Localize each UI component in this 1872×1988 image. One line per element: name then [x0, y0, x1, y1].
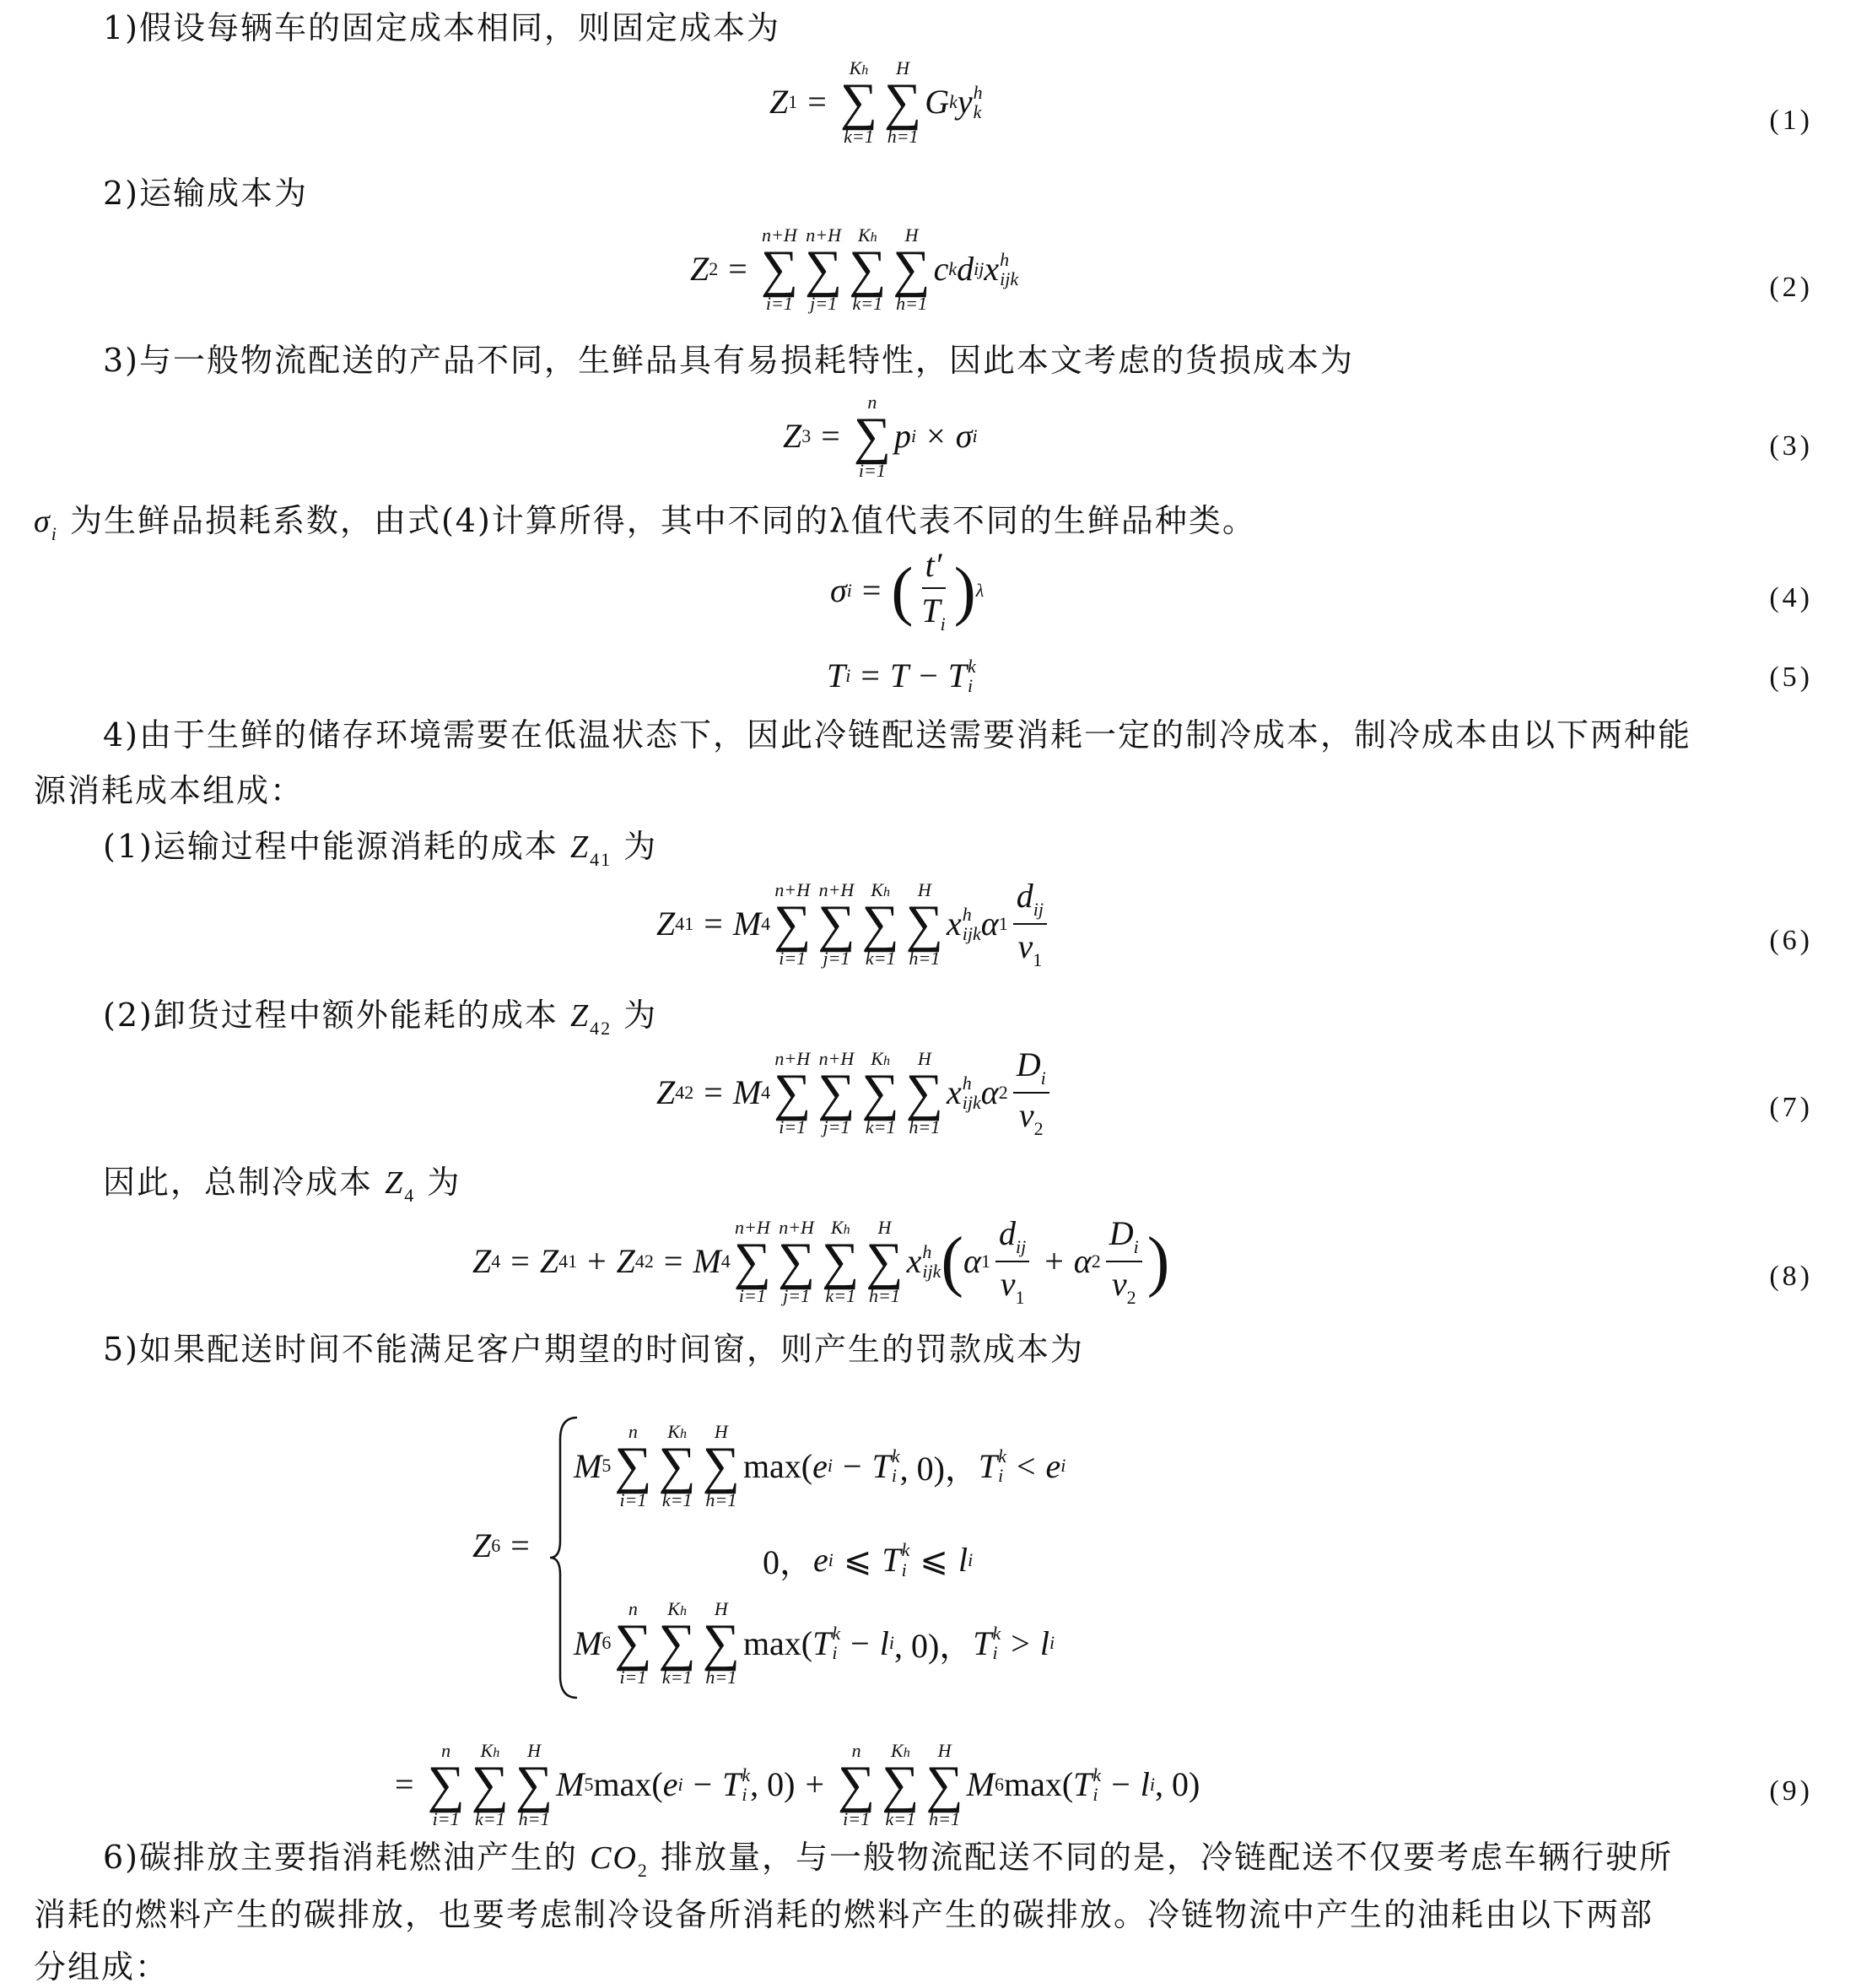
equation-9-case-2: 0， e i ⩽ T k i ⩽ l i: [763, 1539, 974, 1581]
equation-9-lhs: Z 6 =: [472, 1526, 530, 1564]
equation-9-case-3: M 6 n ∑ i=1 Kh ∑ k=1 H ∑ h=1 max( T k i − l i , 0)， T k i > l i: [574, 1598, 1055, 1688]
paragraph-transport-energy-text: (1)运输过程中能源消耗的成本: [103, 828, 558, 865]
equation-number-4: (4): [1769, 582, 1813, 613]
equation-9-rhs: = n ∑ i=1 Kh ∑ k=1 H ∑ h=1 M 5 max( e i − T k i , 0) + n ∑ i=1 Kh ∑ k=1 H ∑ h=1 M 6 max( T k i − l i , 0): [395, 1740, 1200, 1829]
paragraph-total-refrigeration-text: 因此，总制冷成本: [103, 1164, 374, 1201]
paragraph-carbon-emission-line-2: 消耗的燃料产生的碳排放，也要考虑制冷设备所消耗的燃料产生的碳排放。冷链物流中产生的油耗由以下两部: [34, 1896, 1654, 1933]
equation-2: Z 2 = n+H ∑ i=1 n+H ∑ j=1 Kh ∑ k=1 H ∑ h=1 c k d ij x h ijk: [690, 224, 1019, 314]
paragraph-fixed-cost: 1)假设每辆车的固定成本相同，则固定成本为: [103, 9, 781, 46]
equation-number-1: (1): [1769, 105, 1813, 136]
paragraph-total-refrigeration-suffix: 为: [427, 1164, 461, 1201]
equation-4: σ i = ( $\frac{t'}{T_i}$ ) λ: [830, 546, 985, 635]
equation-7: Z 42 = M 4 n+H ∑ i=1 n+H ∑ j=1 Kh ∑ k=1 H ∑ h=1 x h ijk α 2 $\frac{D_i}{v_2}$: [656, 1046, 1055, 1139]
paragraph-total-refrigeration: 因此，总制冷成本 $Z_4$ 为: [103, 1164, 461, 1206]
paragraph-refrigeration-cost: 4)由于生鲜的储存环境需要在低温状态下，因此冷链配送需要消耗一定的制冷成本，制冷成本由以下两种能: [103, 716, 1692, 754]
paragraph-refrigeration-cost-cont: 源消耗成本组成：: [34, 772, 305, 809]
paragraph-carbon-emission-line-3: 分组成：: [34, 1948, 170, 1985]
paragraph-carbon-emission-suffix: 排放量，与一般物流配送不同的是，冷链配送不仅要考虑车辆行驶所: [661, 1839, 1674, 1876]
equation-8: Z 4 = Z 41 + Z 42 = M 4 n+H ∑ i=1 n+H ∑ j=1 Kh ∑ k=1 H ∑ h=1 x h ijk ( α 1 $\frac{d_{ij}}{v_1}$ + α 2 $\frac{D_i}{v_2}$ ): [472, 1214, 1170, 1309]
paragraph-penalty-cost: 5)如果配送时间不能满足客户期望的时间窗，则产生的罚款成本为: [103, 1331, 1085, 1368]
paragraph-damage-cost: 3)与一般物流配送的产品不同，生鲜品具有易损耗特性，因此本文考虑的货损成本为: [103, 342, 1355, 379]
paragraph-unloading-energy-suffix: 为: [623, 997, 658, 1034]
paragraph-unloading-energy: (2)卸货过程中额外能耗的成本 $Z_{42}$ 为: [103, 997, 658, 1039]
equation-6: Z 41 = M 4 n+H ∑ i=1 n+H ∑ j=1 Kh ∑ k=1 H ∑ h=1 x h ijk α 1 $\frac{d_{ij}}{v_1}$: [656, 878, 1052, 970]
paragraph-carbon-emission: 6)碳排放主要指消耗燃油产生的 $CO_2$ 排放量，与一般物流配送不同的是，冷链配送不仅要考虑车辆行驶所: [103, 1839, 1674, 1881]
equation-number-3: (3): [1769, 430, 1813, 462]
paragraph-loss-coefficient-text: 为生鲜品损耗系数，由式(4)计算所得，其中不同的λ值代表不同的生鲜品种类。: [69, 502, 1256, 539]
equation-number-7: (7): [1769, 1092, 1813, 1123]
equation-number-6: (6): [1769, 925, 1813, 956]
equation-number-2: (2): [1769, 272, 1813, 303]
equation-1: Z 1 = Kh ∑ k=1 H ∑ h=1 G k y h k: [769, 57, 983, 147]
paragraph-unloading-energy-text: (2)卸货过程中额外能耗的成本: [103, 997, 558, 1034]
paragraph-transport-cost: 2)运输成本为: [103, 175, 309, 212]
paragraph-transport-energy: (1)运输过程中能源消耗的成本 $Z_{41}$ 为: [103, 828, 658, 870]
equation-5: T i = T − T k i: [827, 656, 976, 697]
paragraph-carbon-emission-text: 6)碳排放主要指消耗燃油产生的: [103, 1839, 579, 1876]
equation-number-9: (9): [1769, 1775, 1813, 1807]
paragraph-loss-coefficient: $\sigma_i$ 为生鲜品损耗系数，由式(4)计算所得，其中不同的λ值代表不同的生鲜品种类。: [34, 502, 1256, 544]
paragraph-transport-energy-suffix: 为: [623, 828, 658, 865]
equation-number-8: (8): [1769, 1261, 1813, 1292]
equation-number-5: (5): [1769, 662, 1813, 693]
equation-9-case-1: M 5 n ∑ i=1 Kh ∑ k=1 H ∑ h=1 max( e i − T k i , 0)， T k i < e i: [574, 1421, 1066, 1510]
equation-3: Z 3 = n ∑ i=1 p i × σ i: [783, 392, 978, 481]
